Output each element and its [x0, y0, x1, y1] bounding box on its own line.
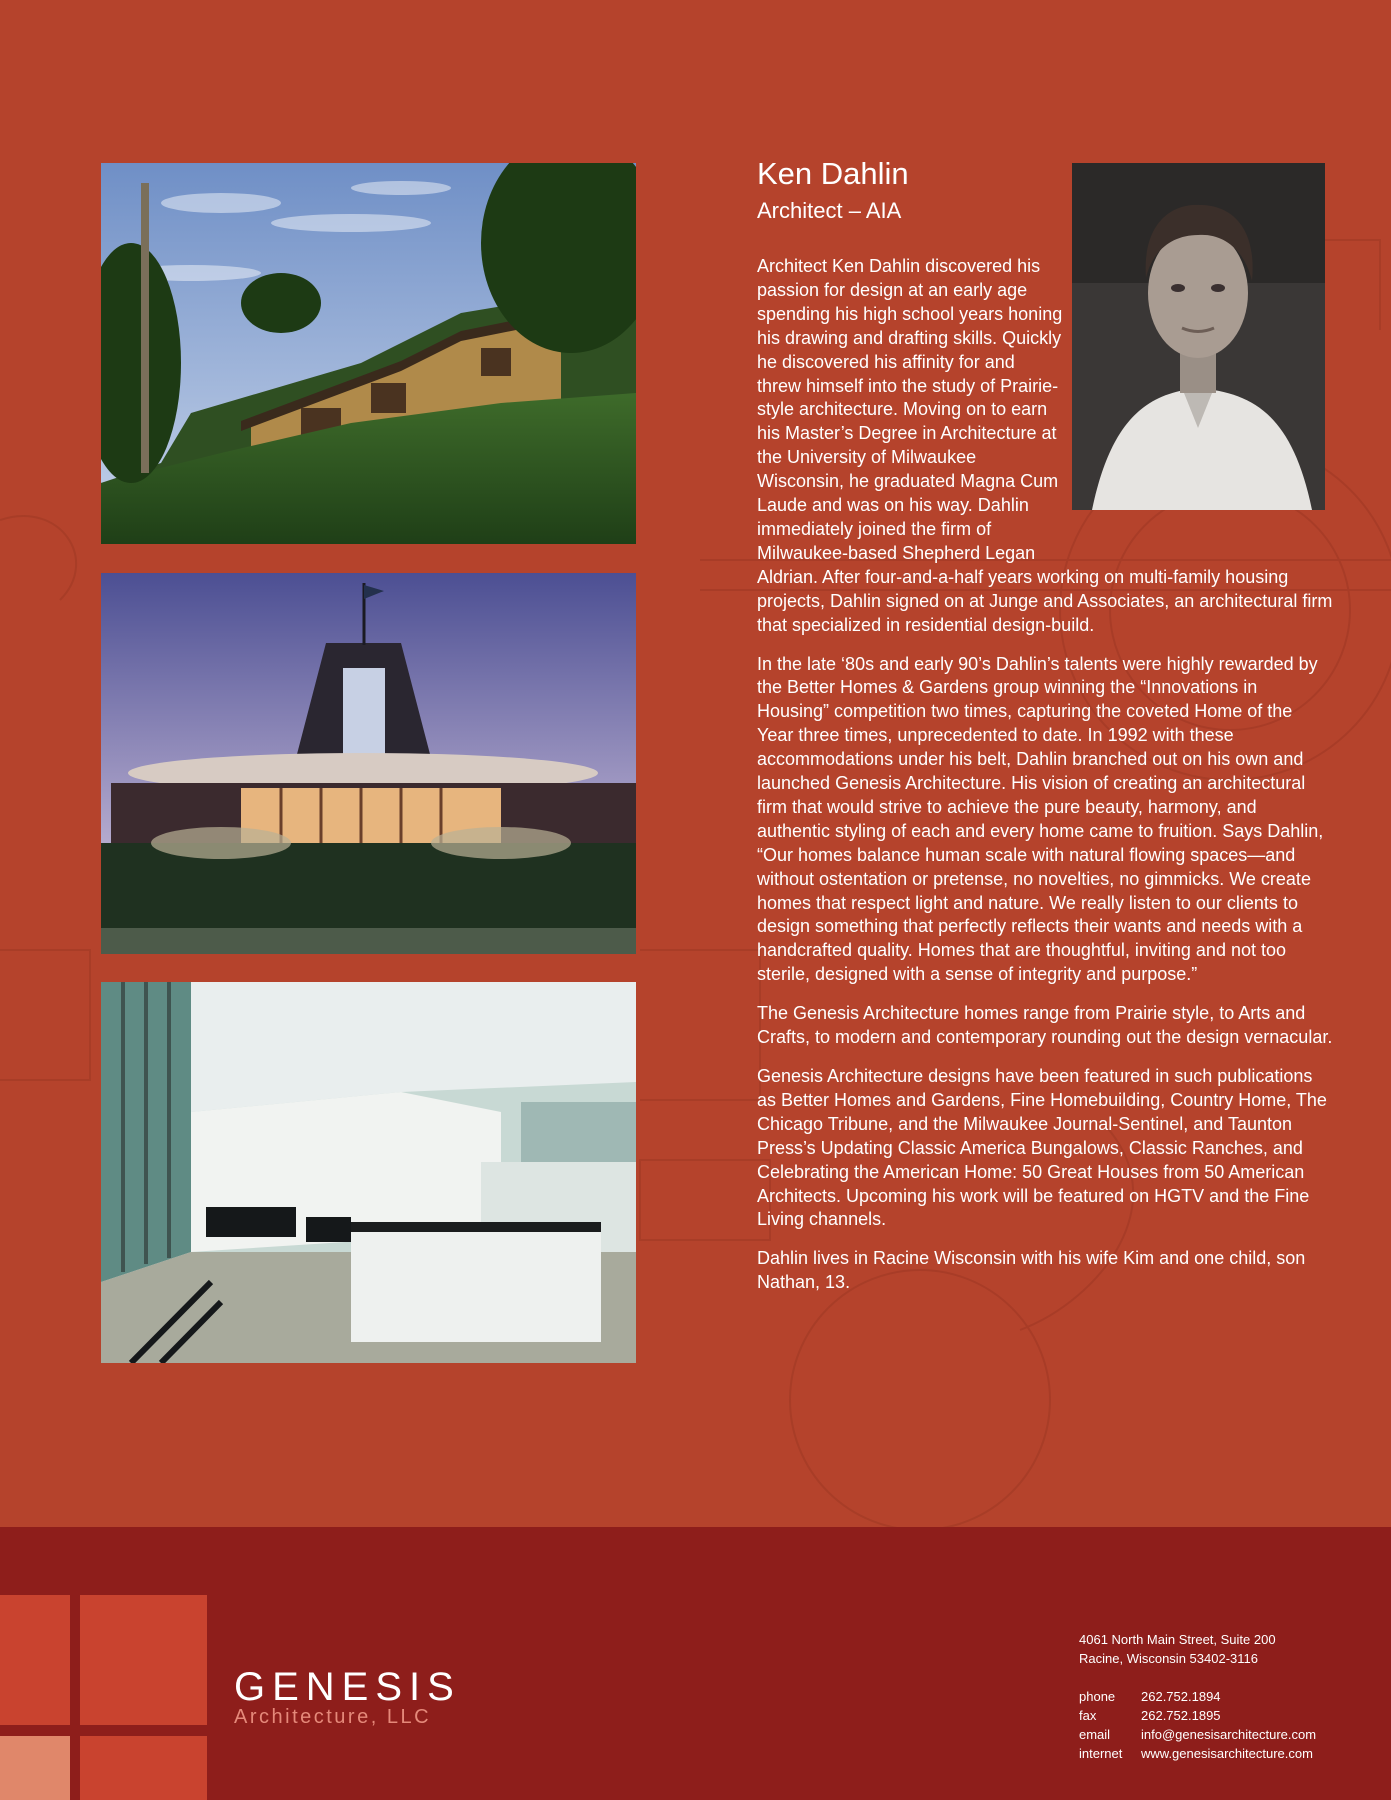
bio-paragraph-1: Architect Ken Dahlin discovered his passion for design at an early age spending his high school years honing his drawing and drafting skills. Quickly he discovered his affinity for and threw himself into the study of Prairie-style architecture. Moving on to earn his Master’s Degree in Architecture at the University of Milwaukee Wisconsin, he graduated Magna Cum Laude and was on his way. Dahlin immediately joined the firm of Milwaukee-based Shepherd Legan Aldrian. After four-and-a-half years working on multi-family housing projects, Dahlin signed on at Junge and Associates, an architectural firm that specialized in residential design-build.	[757, 256, 1333, 635]
email-link[interactable]: info@genesisarchitecture.com	[1141, 1727, 1317, 1742]
contact-label: phone	[1079, 1689, 1116, 1704]
portrait-spacer	[1063, 255, 1333, 545]
company-logo-subtitle: Architecture, LLC	[234, 1706, 432, 1728]
profile-name: Ken Dahlin	[757, 156, 909, 191]
logo-square-top-right	[80, 1595, 207, 1725]
contact-row-email	[1079, 1725, 1316, 1744]
address-line-2: Racine, Wisconsin 53402-3116	[1079, 1651, 1258, 1666]
bio-paragraph-2: In the late ‘80s and early 90’s Dahlin’s talents were highly rewarded by the Better Homes & Gardens group winning the “Innovations in Housing” competition two times, capturing the coveted Home of the Year three times, unprecedented to date. In 1992 with these accommodations under his belt, Dahlin branched out on his own and launched Genesis Architecture. His vision of creating an architectural firm that would strive to achieve the pure beauty, harmony, and authentic styling of each and every home came to fruition. Says Dahlin, “Our homes balance human scale with natural flowing spaces—and without ostentation or pretense, no novelties, no gimmicks. We create homes that respect light and nature. We really listen to our clients to design something that perfectly reflects their wants and needs with a handcrafted quality. Homes that are thoughtful, inviting and not too sterile, designed with a sense of integrity and purpose.”	[757, 653, 1324, 985]
logo-square-top-left	[0, 1595, 70, 1725]
contact-block	[1079, 1630, 1316, 1763]
address-line-1: 4061 North Main Street, Suite 200	[1079, 1632, 1276, 1647]
photo-kitchen-interior	[101, 982, 636, 1363]
contact-row-internet	[1079, 1744, 1316, 1763]
biography	[757, 255, 1333, 1310]
bio-paragraph-4: Genesis Architecture designs have been featured in such publications as Better Homes and Gardens, Fine Homebuilding, Country Home, The Chicago Tribune, and the Milwaukee Journal-Sentinel, and Taunton Press’s Updating Classic America Bungalows, Classic Ranches, and Celebrating the American Home: 50 Great Houses from 50 American Architects. Upcoming his work will be featured on HGTV and the Fine Living channels.	[757, 1066, 1327, 1230]
contact-row-fax	[1079, 1706, 1316, 1725]
website-link[interactable]: www.genesisarchitecture.com	[1141, 1746, 1313, 1761]
contact-row-phone	[1079, 1687, 1316, 1706]
logo-square-bottom-right	[80, 1736, 207, 1800]
footer	[0, 1527, 1391, 1800]
fax-number: 262.752.1895	[1141, 1708, 1221, 1723]
contact-label: fax	[1079, 1708, 1097, 1723]
logo-square-bottom-left	[0, 1736, 70, 1800]
bio-paragraph-5: Dahlin lives in Racine Wisconsin with his wife Kim and one child, son Nathan, 13.	[757, 1248, 1306, 1293]
contact-label: internet	[1079, 1746, 1123, 1761]
contact-table	[1079, 1687, 1316, 1763]
photo-prairie-house	[101, 163, 636, 544]
photo-round-house-dusk	[101, 573, 636, 954]
bio-paragraph-3: The Genesis Architecture homes range from Prairie style, to Arts and Crafts, to modern and contemporary rounding out the design vernacular.	[757, 1003, 1333, 1048]
phone-number[interactable]: 262.752.1894	[1141, 1689, 1221, 1704]
profile-title: Architect – AIA	[757, 198, 902, 223]
contact-label: email	[1079, 1727, 1111, 1742]
company-logo: GENESIS	[234, 1665, 461, 1709]
